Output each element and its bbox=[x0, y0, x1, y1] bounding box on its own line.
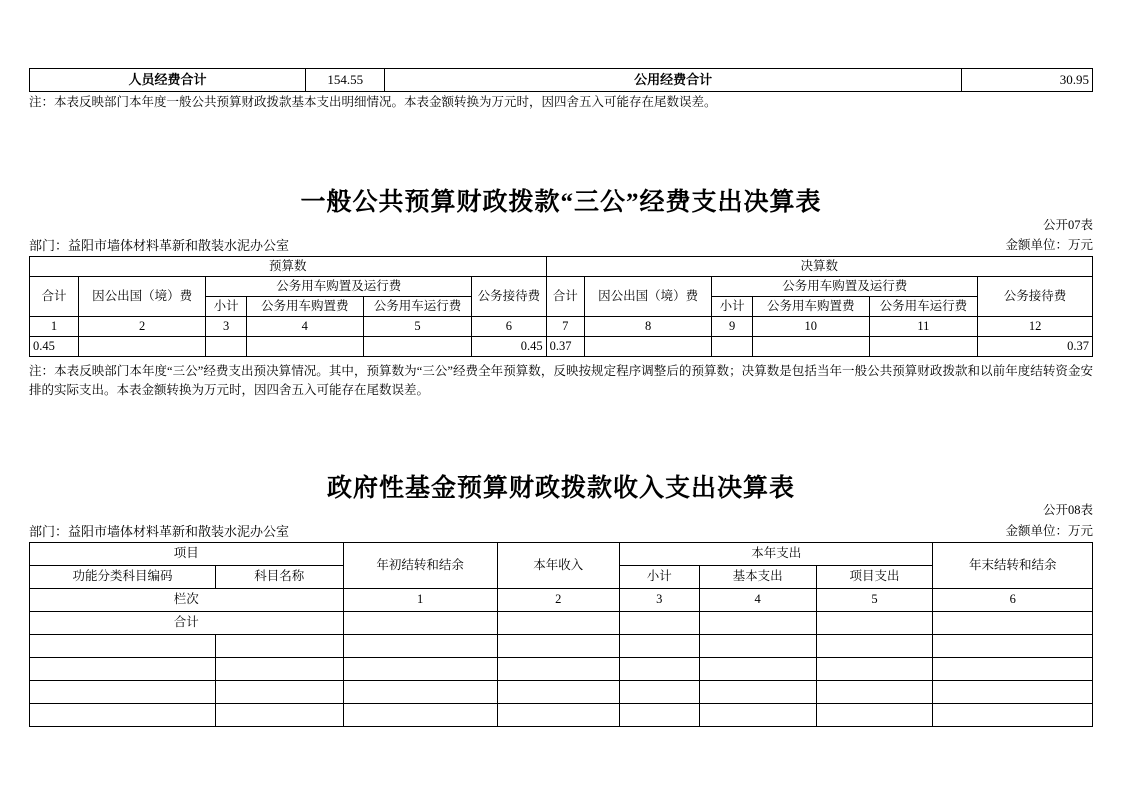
cell-final-total: 0.37 bbox=[546, 337, 584, 357]
col-num: 8 bbox=[584, 317, 712, 337]
col-num: 3 bbox=[619, 589, 699, 612]
col-num: 4 bbox=[699, 589, 816, 612]
header-year-expense-group: 本年支出 bbox=[619, 543, 933, 566]
cell-empty bbox=[497, 612, 619, 635]
cell-final-vehicle-subtotal bbox=[712, 337, 752, 357]
cell-empty bbox=[619, 658, 699, 681]
header-basic-expense: 基本支出 bbox=[699, 566, 816, 589]
cell-empty bbox=[343, 635, 497, 658]
header-function-code: 功能分类科目编码 bbox=[30, 566, 216, 589]
cell-empty bbox=[343, 704, 497, 727]
cell-empty bbox=[699, 635, 816, 658]
header-project-group: 项目 bbox=[30, 543, 344, 566]
header-budget-total: 合计 bbox=[30, 277, 79, 317]
sec07-table bbox=[29, 256, 1093, 357]
section-07-title: 一般公共预算财政拨款“三公”经费支出决算表 bbox=[300, 189, 822, 216]
header-begin-balance: 年初结转和结余 bbox=[343, 543, 497, 589]
cell-empty bbox=[619, 681, 699, 704]
section-08-amount-unit: 金额单位：万元 bbox=[1005, 524, 1093, 538]
cell-empty bbox=[699, 658, 816, 681]
header-budget-vehicle-operation: 公务用车运行费 bbox=[363, 297, 471, 317]
cell-empty bbox=[216, 658, 344, 681]
cell-budget-vehicle-subtotal bbox=[206, 337, 246, 357]
col-num: 11 bbox=[869, 317, 977, 337]
cell-empty bbox=[816, 681, 933, 704]
table-header-row bbox=[30, 543, 1093, 566]
cell-empty bbox=[619, 704, 699, 727]
cell-budget-total: 0.45 bbox=[30, 337, 79, 357]
summary-table bbox=[29, 68, 1093, 92]
cell-empty bbox=[30, 635, 216, 658]
header-final-vehicle-purchase: 公务用车购置费 bbox=[752, 297, 869, 317]
header-final-vehicle-group: 公务用车购置及运行费 bbox=[712, 277, 978, 297]
header-final-group: 决算数 bbox=[546, 257, 1092, 277]
header-budget-group: 预算数 bbox=[30, 257, 547, 277]
table-column-number-row bbox=[30, 589, 1093, 612]
cell-empty bbox=[933, 635, 1093, 658]
col-num: 2 bbox=[78, 317, 206, 337]
table-row bbox=[30, 681, 1093, 704]
cell-final-vehicle-operation bbox=[869, 337, 977, 357]
col-num: 5 bbox=[816, 589, 933, 612]
personnel-total-label: 人员经费合计 bbox=[30, 69, 306, 92]
cell-budget-reception: 0.45 bbox=[472, 337, 546, 357]
cell-empty bbox=[216, 681, 344, 704]
sec08-table bbox=[29, 542, 1093, 727]
section-08-department: 部门：益阳市墙体材料革新和散装水泥办公室 bbox=[29, 524, 290, 539]
header-budget-abroad: 因公出国（境）费 bbox=[78, 277, 206, 317]
col-num: 5 bbox=[363, 317, 471, 337]
col-num: 9 bbox=[712, 317, 752, 337]
col-num: 4 bbox=[246, 317, 363, 337]
header-final-total: 合计 bbox=[546, 277, 584, 317]
cell-empty bbox=[933, 612, 1093, 635]
cell-empty bbox=[699, 612, 816, 635]
cell-empty bbox=[497, 635, 619, 658]
header-expense-subtotal: 小计 bbox=[619, 566, 699, 589]
cell-empty bbox=[497, 658, 619, 681]
cell-final-abroad bbox=[584, 337, 712, 357]
table-row bbox=[30, 704, 1093, 727]
cell-empty bbox=[216, 635, 344, 658]
section-07-department: 部门：益阳市墙体材料革新和散装水泥办公室 bbox=[29, 238, 290, 253]
row-label-total: 合计 bbox=[30, 612, 344, 635]
col-num: 2 bbox=[497, 589, 619, 612]
cell-empty bbox=[933, 704, 1093, 727]
table-row bbox=[30, 635, 1093, 658]
summary-table-note: 注：本表反映部门本年度一般公共预算财政拨款基本支出明细情况。本表金额转换为万元时，因四舍五入可能存在尾数误差。 bbox=[29, 95, 717, 109]
header-subject-name: 科目名称 bbox=[216, 566, 344, 589]
cell-empty bbox=[497, 681, 619, 704]
cell-empty bbox=[30, 681, 216, 704]
section-07-note: 注：本表反映部门本年度“三公”经费支出预决算情况。其中，预算数为“三公”经费全年预算数，反映按规定程序调整后的预算数；决算数是包括当年一般公共预算财政拨款和以前年度结转资金安排的实际支出。本表金额转换为万元时，因四舍五入可能存在尾数误差。 bbox=[29, 364, 1093, 397]
cell-empty bbox=[343, 658, 497, 681]
cell-empty bbox=[619, 612, 699, 635]
cell-empty bbox=[30, 704, 216, 727]
public-total-label: 公用经费合计 bbox=[385, 69, 961, 92]
col-num: 6 bbox=[472, 317, 546, 337]
section-07-form-code: 公开07表 bbox=[1042, 218, 1093, 232]
cell-empty bbox=[619, 635, 699, 658]
cell-final-vehicle-purchase bbox=[752, 337, 869, 357]
cell-empty bbox=[816, 635, 933, 658]
section-08-title: 政府性基金预算财政拨款收入支出决算表 bbox=[326, 475, 795, 502]
government-fund-budget-table bbox=[29, 542, 1093, 727]
personnel-public-summary-table bbox=[29, 68, 1093, 92]
cell-empty bbox=[30, 658, 216, 681]
cell-empty bbox=[933, 658, 1093, 681]
col-num: 10 bbox=[752, 317, 869, 337]
table-row bbox=[30, 69, 1093, 92]
cell-budget-vehicle-purchase bbox=[246, 337, 363, 357]
col-num: 1 bbox=[343, 589, 497, 612]
section-07-amount-unit: 金额单位：万元 bbox=[1005, 238, 1093, 252]
cell-final-reception: 0.37 bbox=[978, 337, 1093, 357]
header-budget-vehicle-group: 公务用车购置及运行费 bbox=[206, 277, 472, 297]
col-num: 1 bbox=[30, 317, 79, 337]
table-row bbox=[30, 337, 1093, 357]
cell-empty bbox=[816, 612, 933, 635]
cell-empty bbox=[699, 704, 816, 727]
cell-empty bbox=[816, 658, 933, 681]
col-num: 7 bbox=[546, 317, 584, 337]
section-08-form-code: 公开08表 bbox=[1042, 503, 1093, 517]
header-end-balance: 年末结转和结余 bbox=[933, 543, 1093, 589]
cell-empty bbox=[343, 681, 497, 704]
col-num: 3 bbox=[206, 317, 246, 337]
cell-empty bbox=[699, 681, 816, 704]
cell-empty bbox=[816, 704, 933, 727]
header-year-income: 本年收入 bbox=[497, 543, 619, 589]
header-final-abroad: 因公出国（境）费 bbox=[584, 277, 712, 317]
cell-empty bbox=[343, 612, 497, 635]
three-public-expense-table bbox=[29, 256, 1093, 357]
header-final-vehicle-subtotal: 小计 bbox=[712, 297, 752, 317]
header-project-expense: 项目支出 bbox=[816, 566, 933, 589]
cell-empty bbox=[497, 704, 619, 727]
cell-empty bbox=[216, 704, 344, 727]
col-num: 12 bbox=[978, 317, 1093, 337]
personnel-total-value: 154.55 bbox=[306, 69, 385, 92]
table-row bbox=[30, 658, 1093, 681]
public-total-value: 30.95 bbox=[961, 69, 1092, 92]
header-final-reception: 公务接待费 bbox=[978, 277, 1093, 317]
cell-empty bbox=[933, 681, 1093, 704]
table-column-number-row bbox=[30, 317, 1093, 337]
header-budget-vehicle-purchase: 公务用车购置费 bbox=[246, 297, 363, 317]
row-label-lanci: 栏次 bbox=[30, 589, 344, 612]
header-final-vehicle-operation: 公务用车运行费 bbox=[869, 297, 977, 317]
table-header-row bbox=[30, 257, 1093, 277]
header-budget-reception: 公务接待费 bbox=[472, 277, 546, 317]
cell-budget-abroad bbox=[78, 337, 206, 357]
cell-budget-vehicle-operation bbox=[363, 337, 471, 357]
table-row bbox=[30, 612, 1093, 635]
col-num: 6 bbox=[933, 589, 1093, 612]
header-budget-vehicle-subtotal: 小计 bbox=[206, 297, 246, 317]
table-header-row bbox=[30, 277, 1093, 297]
